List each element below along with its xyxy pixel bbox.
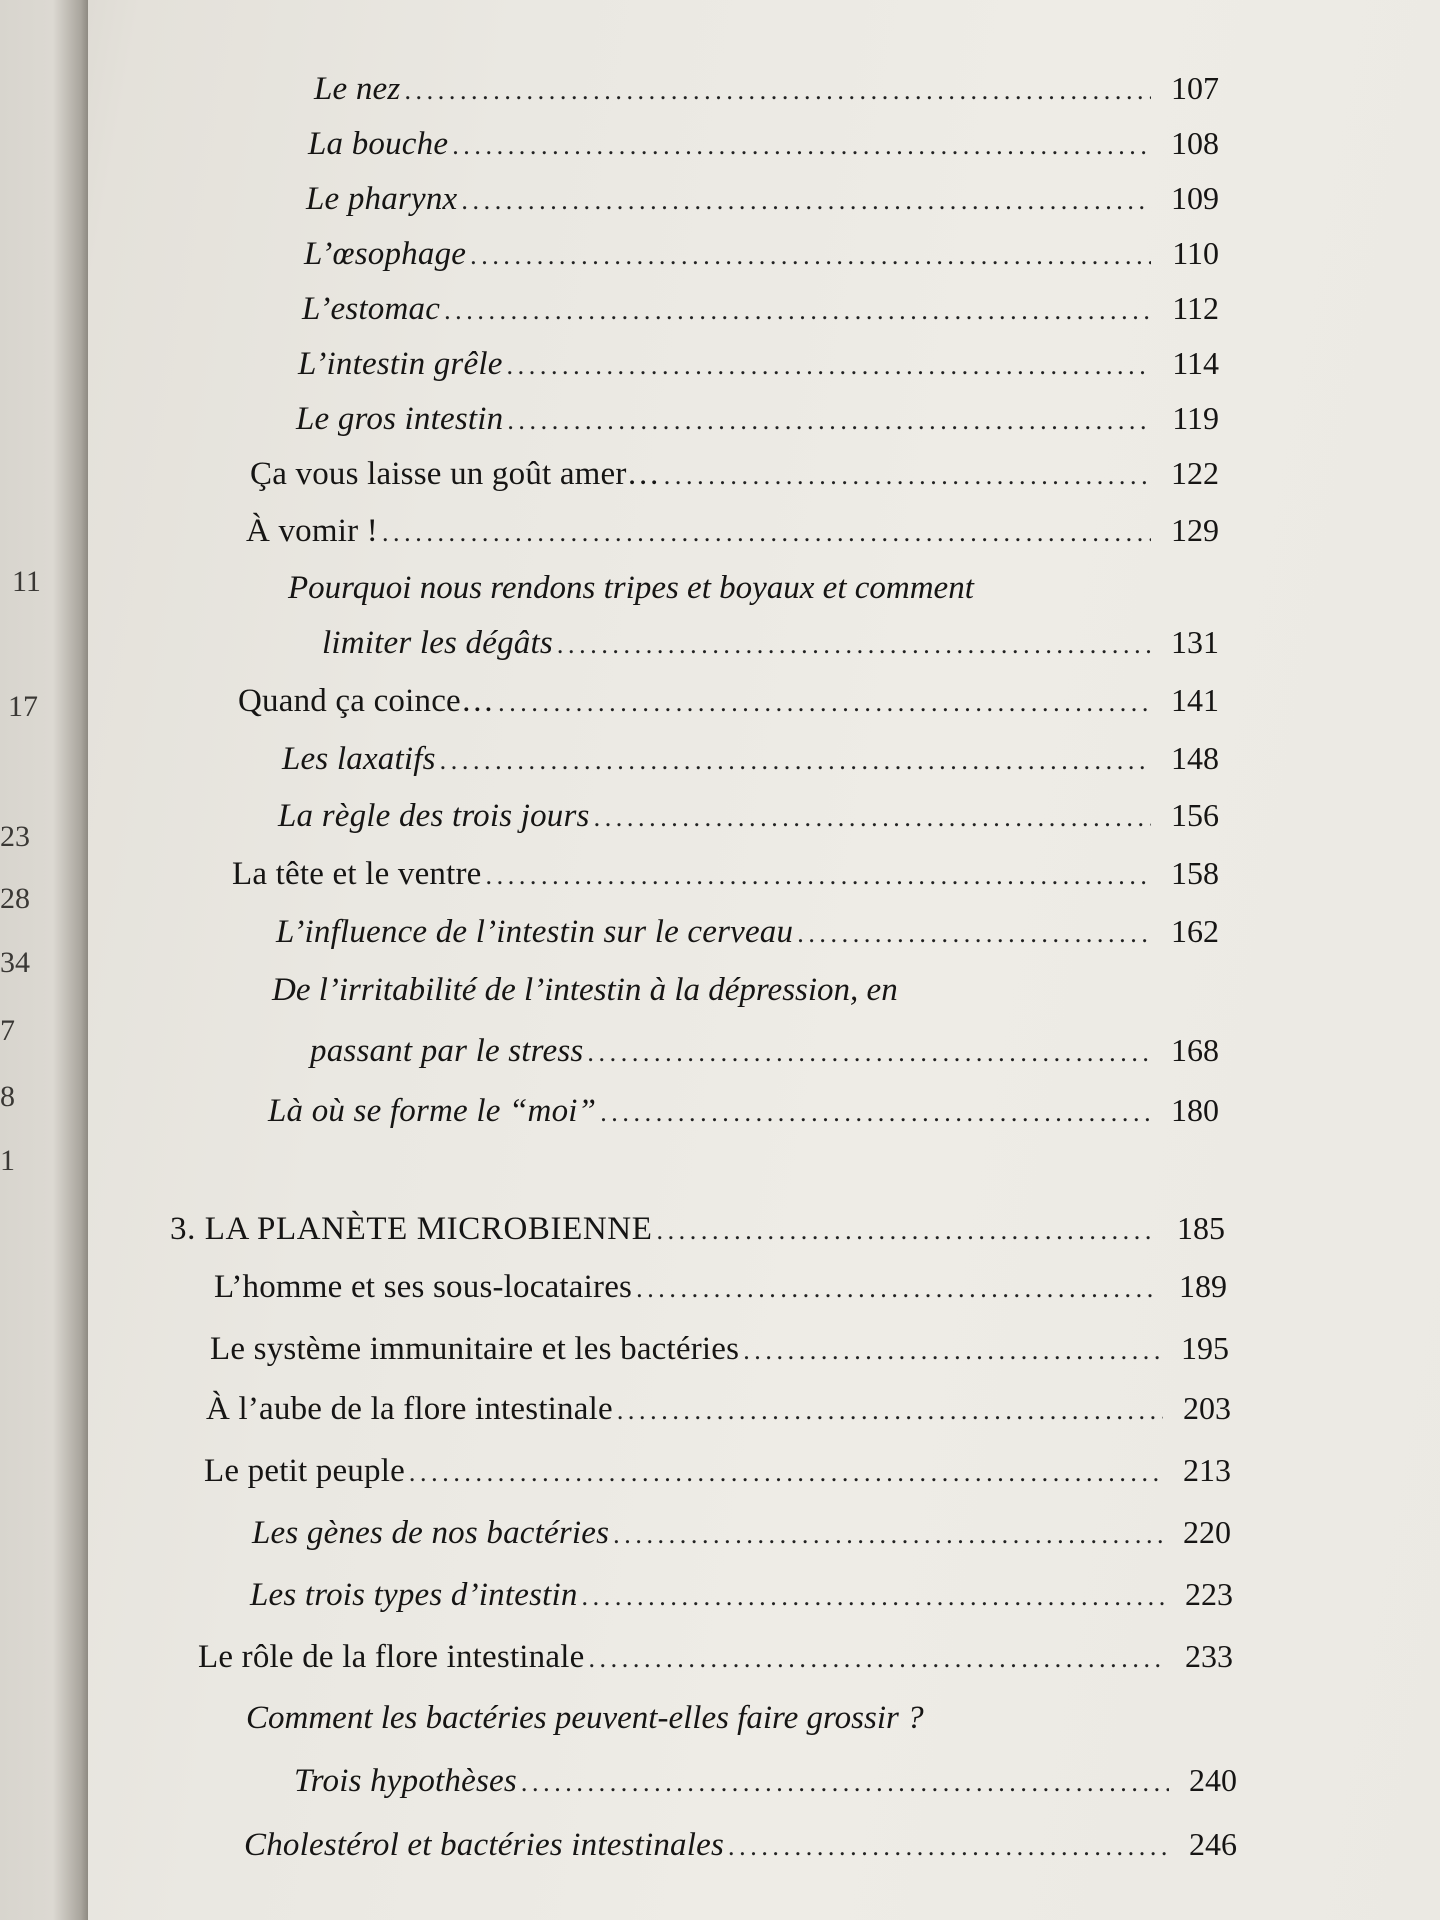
leader-dots [521, 1768, 1169, 1798]
toc-entry-label: Comment les bactéries peuvent-elles faire grossir ? [246, 1700, 924, 1736]
toc-entry-page: 129 [1171, 512, 1219, 548]
toc-entry-page: 114 [1172, 345, 1219, 381]
toc-entry-page: 162 [1171, 913, 1219, 949]
toc-entry-label: Les gènes de nos bactéries [252, 1515, 610, 1551]
toc-entry [304, 235, 1219, 273]
toc-entry-label: Les trois types d’intestin [250, 1577, 578, 1613]
left-page-number: 34 [0, 946, 30, 979]
toc-entry-label: Le rôle de la flore intestinale [198, 1639, 585, 1675]
toc-entry-label: Le pharynx [306, 181, 458, 217]
toc-entry-page: 180 [1171, 1092, 1219, 1128]
toc-entry-label: Quand ça coince… [238, 683, 495, 719]
toc-entry [250, 455, 1219, 493]
toc-entry-label: L’homme et ses sous-locataires [214, 1269, 633, 1305]
left-page-number: 11 [12, 565, 41, 598]
toc-entry-label: Le petit peuple [204, 1453, 405, 1489]
toc-entry-page: 185 [1177, 1210, 1225, 1246]
toc-entry-label: L’intestin grêle [298, 346, 503, 382]
toc-entry-label: À l’aube de la flore intestinale [206, 1391, 613, 1427]
toc-entry [246, 512, 1219, 550]
toc-entry-page: 108 [1171, 125, 1219, 161]
toc-entry-page: 119 [1172, 400, 1219, 436]
toc-entry [198, 1638, 1233, 1676]
toc-entry [296, 400, 1219, 438]
toc-entry [294, 1762, 1237, 1800]
toc-entry [282, 740, 1219, 778]
toc-entry [206, 1390, 1231, 1428]
toc-entry-page: 148 [1171, 740, 1219, 776]
toc-entry-label: Ça vous laisse un goût amer… [250, 456, 660, 492]
toc-entry-label: Trois hypothèses [294, 1763, 517, 1799]
toc-entry-page: 220 [1183, 1514, 1231, 1550]
toc-entry-label: Les laxatifs [282, 741, 436, 777]
leader-dots [409, 1458, 1163, 1488]
toc-entry-label: L’estomac [302, 291, 441, 327]
toc-entry [298, 345, 1219, 383]
toc-entry [204, 1452, 1231, 1490]
leader-dots [656, 1216, 1157, 1246]
toc-entry [276, 913, 1219, 951]
toc-entry-label: L’œsophage [304, 236, 467, 272]
leader-dots [636, 1274, 1159, 1304]
leader-dots [507, 406, 1151, 436]
toc-entry [210, 1330, 1229, 1368]
toc-entry-page: 195 [1181, 1330, 1229, 1366]
toc-entry-label: Là où se forme le “moi” [268, 1093, 597, 1129]
leader-dots [664, 461, 1151, 491]
left-page-number: 1 [0, 1144, 15, 1177]
leader-dots [600, 1098, 1151, 1128]
toc-entry-label: La bouche [308, 126, 449, 162]
toc-entry [278, 797, 1219, 835]
toc-entry [238, 682, 1219, 720]
toc-entry-label: La tête et le ventre [232, 856, 482, 892]
toc-entry-label: Pourquoi nous rendons tripes et boyaux et comment [288, 570, 974, 606]
toc-part-heading [170, 1210, 1225, 1248]
toc-entry [232, 855, 1219, 893]
toc-entry-label: Le nez [314, 71, 401, 107]
toc-entry-label: L’influence de l’intestin sur le cerveau [276, 914, 794, 950]
toc-entry [302, 290, 1219, 328]
toc-entry-label: La règle des trois jours [278, 798, 590, 834]
toc-entry-page: 110 [1172, 235, 1219, 271]
leader-dots [498, 688, 1151, 718]
leader-dots [470, 241, 1151, 271]
toc-entry [268, 1092, 1219, 1130]
toc-entry-page: 158 [1171, 855, 1219, 891]
toc-entry-page: 189 [1179, 1268, 1227, 1304]
toc-entry-label: passant par le stress [310, 1033, 584, 1069]
left-page-number: 17 [8, 690, 38, 723]
leader-dots [594, 803, 1151, 833]
leader-dots [617, 1396, 1163, 1426]
toc-entry-page: 203 [1183, 1390, 1231, 1426]
leader-dots [461, 186, 1151, 216]
leader-dots [404, 76, 1151, 106]
left-page-number: 28 [0, 882, 30, 915]
toc-entry-label: Le gros intestin [296, 401, 504, 437]
toc-entry [306, 180, 1219, 218]
left-page-number: 8 [0, 1080, 15, 1113]
left-page-number: 7 [0, 1014, 15, 1047]
leader-dots [382, 518, 1151, 548]
toc-entry [310, 1032, 1219, 1070]
toc-entry-page: 107 [1171, 70, 1219, 106]
toc-entry [250, 1576, 1233, 1614]
leader-dots [440, 746, 1151, 776]
left-page-number: 23 [0, 820, 30, 853]
toc-entry-page: 109 [1171, 180, 1219, 216]
leader-dots [507, 351, 1151, 381]
toc-entry-page: 122 [1171, 455, 1219, 491]
toc-entry-page: 141 [1171, 682, 1219, 718]
leader-dots [587, 1038, 1151, 1068]
leader-dots [613, 1520, 1163, 1550]
leader-dots [588, 1644, 1165, 1674]
toc-entry-label: Cholestérol et bactéries intestinales [244, 1827, 725, 1863]
leader-dots [797, 919, 1151, 949]
leader-dots [743, 1336, 1161, 1366]
toc-entry-label: À vomir ! [246, 513, 378, 549]
toc-entry-label: Le système immunitaire et les bactéries [210, 1331, 740, 1367]
toc-entry-page: 233 [1185, 1638, 1233, 1674]
toc-entry-page: 156 [1171, 797, 1219, 833]
toc-entry-page: 223 [1185, 1576, 1233, 1612]
toc-entry [314, 70, 1219, 108]
toc-entry-page: 240 [1189, 1762, 1237, 1798]
toc-entry-page: 168 [1171, 1032, 1219, 1068]
leader-dots [452, 131, 1151, 161]
toc-entry-page: 131 [1171, 624, 1219, 660]
toc-entry-label: 3. LA PLANÈTE MICROBIENNE [170, 1211, 653, 1247]
leader-dots [728, 1832, 1169, 1862]
toc-entry-label: De l’irritabilité de l’intestin à la dépression, en [272, 972, 898, 1008]
leader-dots [557, 630, 1151, 660]
toc-entry-page: 213 [1183, 1452, 1231, 1488]
leader-dots [582, 1582, 1165, 1612]
toc-entry-page: 112 [1172, 290, 1219, 326]
toc-entry [252, 1514, 1231, 1552]
toc-entry [244, 1826, 1237, 1864]
toc-entry-page: 246 [1189, 1826, 1237, 1862]
toc-entry-label: limiter les dégâts [322, 625, 553, 661]
toc-entry [214, 1268, 1227, 1306]
toc-entry [308, 125, 1219, 163]
leader-dots [486, 861, 1151, 891]
leader-dots [444, 296, 1151, 326]
toc-entry [322, 624, 1219, 662]
